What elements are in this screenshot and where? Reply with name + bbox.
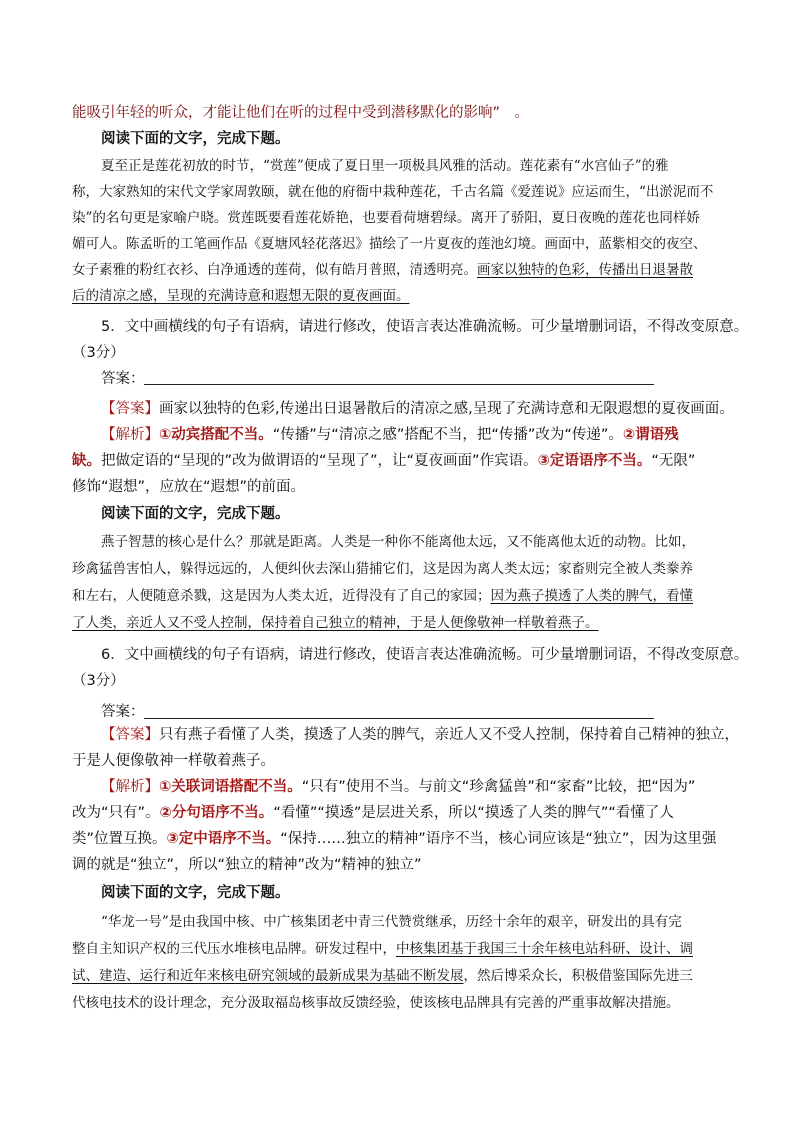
analysis-row: 【解析】①动宾搭配不当。“传播”与“清凉之感”搭配不当，把“传播”改为“传递”。②谓语残 [101,427,679,443]
analysis-row: 修饰“遐想”，应放在“遐想”的前面。 [72,479,306,495]
passage-line: 珍禽猛兽害怕人，躲得远远的，人便纠伙去深山猎捕它们，这是因为离人类太远；家畜则完全被人类豢养 [72,561,693,577]
answer-prompt: 答案： [101,371,145,387]
answer-blank-line [144,384,654,385]
continuation-line: 能吸引年轻的听众，才能让他们在听的过程中受到潜移默化的影响” 。 [72,105,530,121]
analysis-row: 类”位置互换。③定中语序不当。“保持……独立的精神”语序不当，核心词应该是“独立”，因为这里强 [72,831,717,847]
question-5: 5．文中画横线的句子有语病，请进行修改，使语言表达准确流畅。可少量增删词语，不得改变原意。 [101,319,749,335]
answer-row: 于是人便像敬神一样敬着燕子。 [72,753,275,769]
underlined-sentence: 中核集团基于我国三十余年核电站科研、设计、调 [396,941,693,957]
answer-prompt: 答案： [101,704,145,720]
underlined-sentence: 因为燕子摸透了人类的脾气，看懂 [490,588,693,604]
underlined-sentence: 了人类，亲近人又不受人控制，保持着自己独立的精神，于是人便像敬神一样敬着燕子。 [72,615,599,631]
analysis-row: 改为“只有”。②分句语序不当。“看懂”“摸透”是层进关系，所以“摸透了人类的脾气”“看懂了人 [72,805,674,821]
section-heading: 阅读下面的文字，完成下题。 [101,506,290,522]
answer-blank-line [144,718,654,719]
analysis-row: 调的就是“独立”，所以“独立的精神”改为“精神的独立” [72,857,422,873]
passage-line: 试、建造、运行和近年来核电研究领域的最新成果为基础不断发展，然后博采众长，积极借鉴国际先进三 [72,968,693,984]
answer-tag: 【答案】 [101,401,159,417]
passage-line: 称，大家熟知的宋代文学家周敦颐，就在他的府衙中栽种莲花，千古名篇《爱莲说》应运而生，“出淤泥而不 [72,184,714,200]
analysis-tag: 【解析】 [101,427,159,443]
question-points: （3分） [72,345,125,361]
underlined-sentence: 后的清凉之感，呈现的充满诗意和遐想无限的夏夜画面。 [72,288,410,304]
passage-line: 染”的名句更是家喻户晓。赏莲既要看莲花娇艳，也要看荷塘碧绿。离开了骄阳，夏日夜晚的莲花也同样娇 [72,210,700,226]
passage-text: 和左右，人便随意杀戮，这是因为人类太近，近得没有了自己的家园； [72,588,491,604]
analysis-row: 缺。把做定语的“呈现的”改为做谓语的“呈现了”，让“夏夜画面”作宾语。③定语语序不当。“无限” [72,453,696,469]
section-heading: 阅读下面的文字，完成下题。 [101,885,290,901]
passage-line: 整自主知识产权的三代压水堆核电品牌。研发过程中，中核集团基于我国三十余年核电站科研、设计、调 [72,941,693,957]
passage-text: 女子素雅的粉红衣衫、白净通透的莲荷，似有皓月普照，清透明亮。 [72,262,477,278]
section-heading: 阅读下面的文字，完成下题。 [101,131,290,147]
underlined-sentence: 试、建造、运行和近年来核电研究领域的最新成果为基础不断发展 [72,968,464,984]
answer-row [101,396,733,422]
answer-text: 画家以独特的色彩,传递出日退暑散后的清凉之感,呈现了充满诗意和无限遐想的夏夜画面。 [159,401,734,417]
answer-tag: 【答案】 [101,727,159,743]
answer-row [101,722,739,748]
analysis-tag: 【解析】 [101,779,159,795]
analysis-row: 【解析】①关联词语搭配不当。“只有”使用不当。与前文“珍禽猛兽”和“家畜”比较，把“因为” [101,779,696,795]
passage-line: 燕子智慧的核心是什么？那就是距离。人类是一种你不能离他太远，又不能离他太近的动物。比如， [101,534,695,550]
passage-line: “华龙一号”是由我国中核、中广核集团老中青三代赞赏继承，历经十余年的艰辛，研发出的具有完 [101,914,682,930]
passage-line: 代核电技术的设计理念，充分汲取福岛核事故反馈经验，使该核电品牌具有完善的严重事故解决措施。 [72,995,680,1011]
passage-line [72,583,732,609]
passage-line: 媚可人。陈孟昕的工笔画作品《夏塘风轻花落迟》描绘了一片夏夜的莲池幻境。画面中，蓝紫相交的夜空、 [72,236,707,252]
passage-line [72,257,732,283]
question-points: （3分） [72,673,125,689]
underlined-sentence: 画家以独特的色彩，传播出日退暑散 [477,262,693,278]
answer-text: 只有燕子看懂了人类，摸透了人类的脾气，亲近人又不受人控制，保持着自己精神的独立， [159,727,739,743]
passage-line: 夏至正是莲花初放的时节，“赏莲”便成了夏日里一项极具风雅的活动。莲花素有“水宫仙子”的雅 [101,158,669,174]
question-6: 6．文中画横线的句子有语病，请进行修改，使语言表达准确流畅。可少量增删词语，不得改变原意。 [101,647,749,663]
